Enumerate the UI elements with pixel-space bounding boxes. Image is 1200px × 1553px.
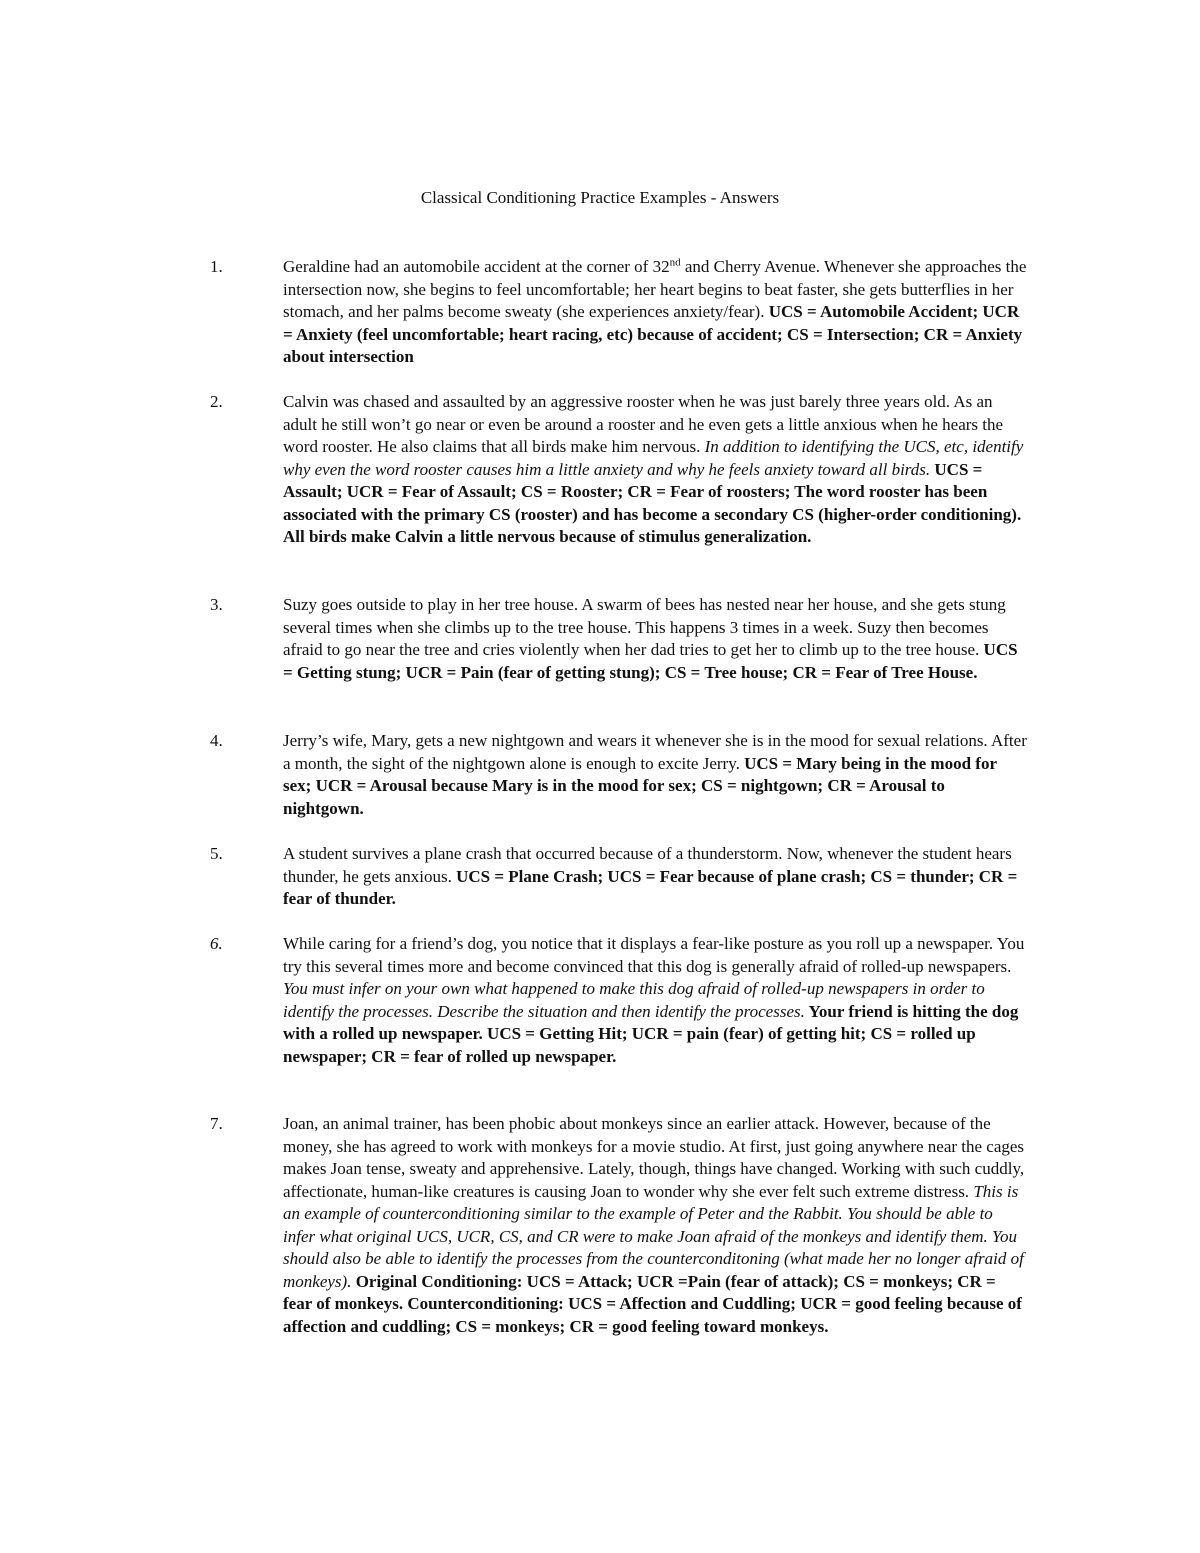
list-item [210, 730, 1030, 820]
item-body [283, 843, 1028, 911]
question-text: A student survives a plane crash that occurred because of a thunderstorm. Now, whenever the student hears thunder, he gets anxious. [283, 844, 1012, 886]
question-text: Suzy goes outside to play in her tree house. A swarm of bees has nested near her house, and she gets stung several times when she climbs up to the tree house. This happens 3 times in a week. Suzy then becomes afraid to go near the tree and cries violently when her dad tries to get her to climb up to the tree house. [283, 595, 1006, 659]
answer-text: UCS = Getting stung; UCR = Pain (fear of getting stung); CS = Tree house; CR = Fear of Tree House. [283, 640, 1018, 682]
answer-text: UCS = Assault; UCR = Fear of Assault; CS = Rooster; CR = Fear of roosters; The word rooster has been associated with the primary CS (rooster) and has become a secondary CS (higher-order conditioning). All birds make Calvin a little nervous because of stimulus generalization. [283, 459, 1022, 546]
answer-text: UCS = Plane Crash; UCS = Fear because of plane crash; CS = thunder; CR = fear of thunder. [283, 866, 1018, 908]
instruction-text: You must infer on your own what happened to make this dog afraid of rolled-up newspapers in order to identify the processes. Describe the situation and then identify the processes. [283, 979, 985, 1021]
instruction-text: In addition to identifying the UCS, etc, identify why even the word rooster causes him a little anxiety and why he feels anxiety toward all birds. [283, 437, 1024, 479]
list-item [210, 843, 1030, 911]
question-text: Calvin was chased and assaulted by an aggressive rooster when he was just barely three years old. As an adult he still won’t go near or even be around a rooster and he even gets a little anxious when he hears the word rooster. He also claims that all birds make him nervous. [283, 392, 1004, 456]
list-item [210, 933, 1030, 1068]
question-text: Geraldine had an automobile accident at the corner of 32 [283, 257, 670, 276]
item-number: 4. [210, 731, 223, 750]
question-text: Joan, an animal trainer, has been phobic about monkeys since an earlier attack. However, because of the money, she has agreed to work with monkeys for a movie studio. At first, just going anywhere near the cages makes Joan tense, sweaty and apprehensive. Lately, though, things have changed. Working with such cuddly, affectionate, human-like creatures is causing Joan to wonder why she ever felt such extreme distress. [283, 1114, 1025, 1201]
item-body [283, 933, 1028, 1068]
question-text: While caring for a friend’s dog, you notice that it displays a fear-like posture as you roll up a newspaper. You try this several times more and become convinced that this dog is generally afraid of rolled-up newspapers. [283, 934, 1025, 976]
answer-text: UCS = Mary being in the mood for sex; UCR = Arousal because Mary is in the mood for sex; CS = nightgown; CR = Arousal to nightgown. [283, 753, 997, 818]
question-text: Jerry’s wife, Mary, gets a new nightgown and wears it whenever she is in the mood for sexual relations. After a month, the sight of the nightgown alone is enough to excite Jerry. [283, 731, 1027, 773]
list-item [210, 391, 1030, 549]
question-text-cont: and Cherry Avenue. Whenever she approaches the intersection now, she begins to feel uncomfortable; her heart begins to beat faster, she gets butterflies in her stomach, and her palms become sweaty (she experiences anxiety/fear). [283, 257, 1027, 321]
item-body [283, 730, 1028, 820]
item-body [283, 594, 1028, 684]
item-number: 6. [210, 934, 223, 953]
item-number: 2. [210, 392, 223, 411]
item-number: 1. [210, 257, 223, 276]
answer-text: UCS = Automobile Accident; UCR = Anxiety (feel uncomfortable; heart racing, etc) because of accident; CS = Intersection; CR = Anxiety about intersection [283, 302, 1023, 366]
item-number: 7. [210, 1114, 223, 1133]
ordinal-suffix: nd [669, 256, 681, 269]
list-item [210, 256, 1030, 369]
list-item [210, 594, 1030, 684]
item-number: 5. [210, 844, 223, 863]
item-body [283, 391, 1028, 549]
instruction-text: This is an example of counterconditioning similar to the example of Peter and the Rabbit. You should be able to infer what original UCS, UCR, CS, and CR were to make Joan afraid of the monkeys and identify them. You should also be able to identify the processes from the counterconditoning (what made her no longer afraid of monkeys). [283, 1181, 1024, 1291]
page-title: Classical Conditioning Practice Examples - Answers [420, 188, 780, 207]
list-item [210, 1113, 1030, 1338]
item-number: 3. [210, 595, 223, 614]
answer-text: Your friend is hitting the dog with a rolled up newspaper. UCS = Getting Hit; UCR = pain (fear) of getting hit; CS = rolled up newspaper; CR = fear of rolled up newspaper. [283, 1001, 1019, 1066]
item-body [283, 256, 1028, 369]
item-body [283, 1113, 1028, 1338]
answer-text: Original Conditioning: UCS = Attack; UCR =Pain (fear of attack); CS = monkeys; CR = fear of monkeys. Counterconditioning: UCS = Affection and Cuddling; UCR = good feeling because of affection and cuddling; CS = monkeys; CR = good feeling toward monkeys. [283, 1271, 1022, 1336]
